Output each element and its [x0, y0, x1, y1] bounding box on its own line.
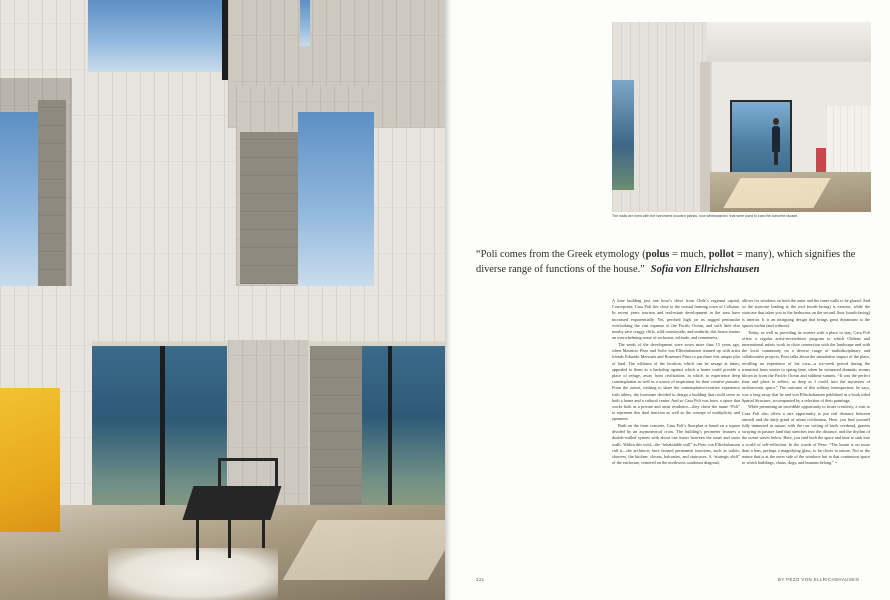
- pull-quote: [476, 247, 876, 277]
- paragraph: The seeds of the development were sown more than 15 years ago, when Mauricio Pezo and Sofia von Ellrichshausen teamed up with artist friends Eduardo Meissner and Rosemari Prinz to purchase this unique plot of land. The wildness of the location, which can be savage at times, appealed to them as a backdrop against which a home could provide a place of refuge, away from civilization, in which to experience deep contemplation as well as a source of inspiration for their creative pursuits. From the outset, wishing to share the contemplative/creative experience with others, the foursome decided to design a building that could serve as both a home and a cultural center. And so Casa Poli was born, a space that works both as a private and artist residence—they chose the name “Poli” to represent this dual function as well as the concept of multiplicity and openness.: [612, 341, 740, 422]
- quote-term-pollot: pollot: [708, 249, 735, 260]
- red-object: [816, 148, 826, 172]
- chair-leg: [228, 520, 231, 558]
- corridor-photo: [612, 22, 871, 212]
- structural-beam: [700, 62, 710, 212]
- body-column-1: [612, 298, 740, 466]
- sun-patch: [723, 178, 830, 208]
- body-column-2: [742, 298, 870, 466]
- paragraph: While presenting an incredible opportunity to foster creativity, a visit to Casa Poli also offers a rare opportunity to put real distance between oneself and the daily grind of urban civilization. Here, you find yourself fully immersed in nature, with the raw cutting of birds overhead, grasses swaying in pasture land that stretches into the distance, and the rhythm of the ocean waves below. Here, you find both the space and time to sink into a world of self-reflection. In the words of Pezo: “The house is no more than a lens, perhaps a magnifying glass, to be closer to nature. Not to the nature that is at the outer side of the windows but to that continuous space to which buildings, chairs, dogs, and humans belong.” •: [742, 404, 870, 466]
- horizontal-band: [0, 286, 445, 342]
- paragraph: allows for windows on both the outer and the inner walls to be glazed. And so the staircase leading to the roof (north-facing) is exterior, while the staircase that takes you to the bedrooms on the second floor (south-facing) is interior. It is an intriguing design that brings great dynamism to the spaces within (and without).: [742, 298, 870, 328]
- photo-caption: The walls are lined with the harvested wooden planks, now whitewashed, that were used to cast the concrete facade.: [612, 214, 799, 218]
- concrete-pier: [310, 346, 362, 522]
- chair-leg: [196, 518, 199, 560]
- byline: BY PEZO VON ELLRICHSHAUSEN: [778, 577, 860, 582]
- page-gutter: [445, 0, 451, 600]
- quote-mid-1: = much,: [669, 249, 709, 260]
- window-mullion: [222, 0, 228, 80]
- chair-seat: [182, 486, 281, 520]
- quote-open: “Poli comes from the Greek etymology (: [476, 249, 646, 260]
- yellow-painting: [0, 388, 60, 532]
- left-window-jamb: [38, 100, 66, 288]
- chair-leg: [262, 518, 265, 548]
- sky-window-left: [0, 112, 38, 288]
- left-sea-window: [612, 80, 634, 190]
- person-body: [772, 126, 780, 152]
- sky-slit: [300, 0, 310, 46]
- window-frame-3: [388, 346, 392, 522]
- sea-window-3: [362, 346, 445, 522]
- quote-attribution: Sofia von Ellrichshausen: [650, 264, 760, 275]
- sky-window-center: [298, 112, 374, 286]
- rug: [108, 548, 278, 600]
- paragraph: Today, as well as providing its owners with a place to stay, Casa Poli offers a regular artist-in-residence program to which Chilean and international artists work in close connection with the landscape and with the local community on a diverse range of multidisciplinary and collaborative projects. Pezo talks about the stimulative impact of the place, recalling an experience of his own—a six-week period during the transition from winter to spring time, when he witnessed dramatic storms blown in from the Pacific Ocean and sublime sunsets. “It was the perfect time and place to reflect, as deep as I could, into the mysteries of architectonic space.” The outcome of this solitary introspection, he says, was a long essay that he and von Ellrichshausen published as a book titled Spatial Structure, accompanied by a selection of their paintings.: [742, 329, 870, 403]
- sky-window-top: [88, 0, 226, 72]
- paragraph: A lone building just one hour’s drive from Chile’s regional capital, Concepción, Casa Poli lies close to the coastal farming town of Coliumo. In recent years tourism and real-estate development in the area have increased exponentially. Yet, perched high on its rugged peninsular overlooking the vast expanse of the Pacific Ocean, and with little else nearby save craggy cliffs, wild countryside, and seabirds, this house retains an overwhelming sense of seclusion, solitude, and remoteness.: [612, 298, 740, 341]
- paragraph: Built on the front concrete, Casa Poli’s floorplan is based on a square divided by an asymmetrical cross. The building’s perimeter features a double-walled system with about one meter between the inner and outer walls. Within this void—the “inhabitable wall” as Pezo von Ellrichshausen call it—the architects have housed permanent functions, such as toilets, showers, the kitchen, closets, balconies, and staircases. A “strategic shift” of the enclosure, centered on the northwest–southeast diagonal,: [612, 423, 740, 466]
- person-legs: [774, 151, 778, 165]
- concrete-jamb: [240, 132, 298, 284]
- person-head: [773, 118, 779, 125]
- page-number: 221: [476, 577, 485, 582]
- quote-term-polus: polus: [645, 249, 670, 260]
- quote-mid-2: = many), which signifies the diverse range of functions of the house.”: [476, 249, 856, 275]
- sea-window-1: [92, 346, 162, 530]
- ocean-glass-door: [730, 100, 792, 178]
